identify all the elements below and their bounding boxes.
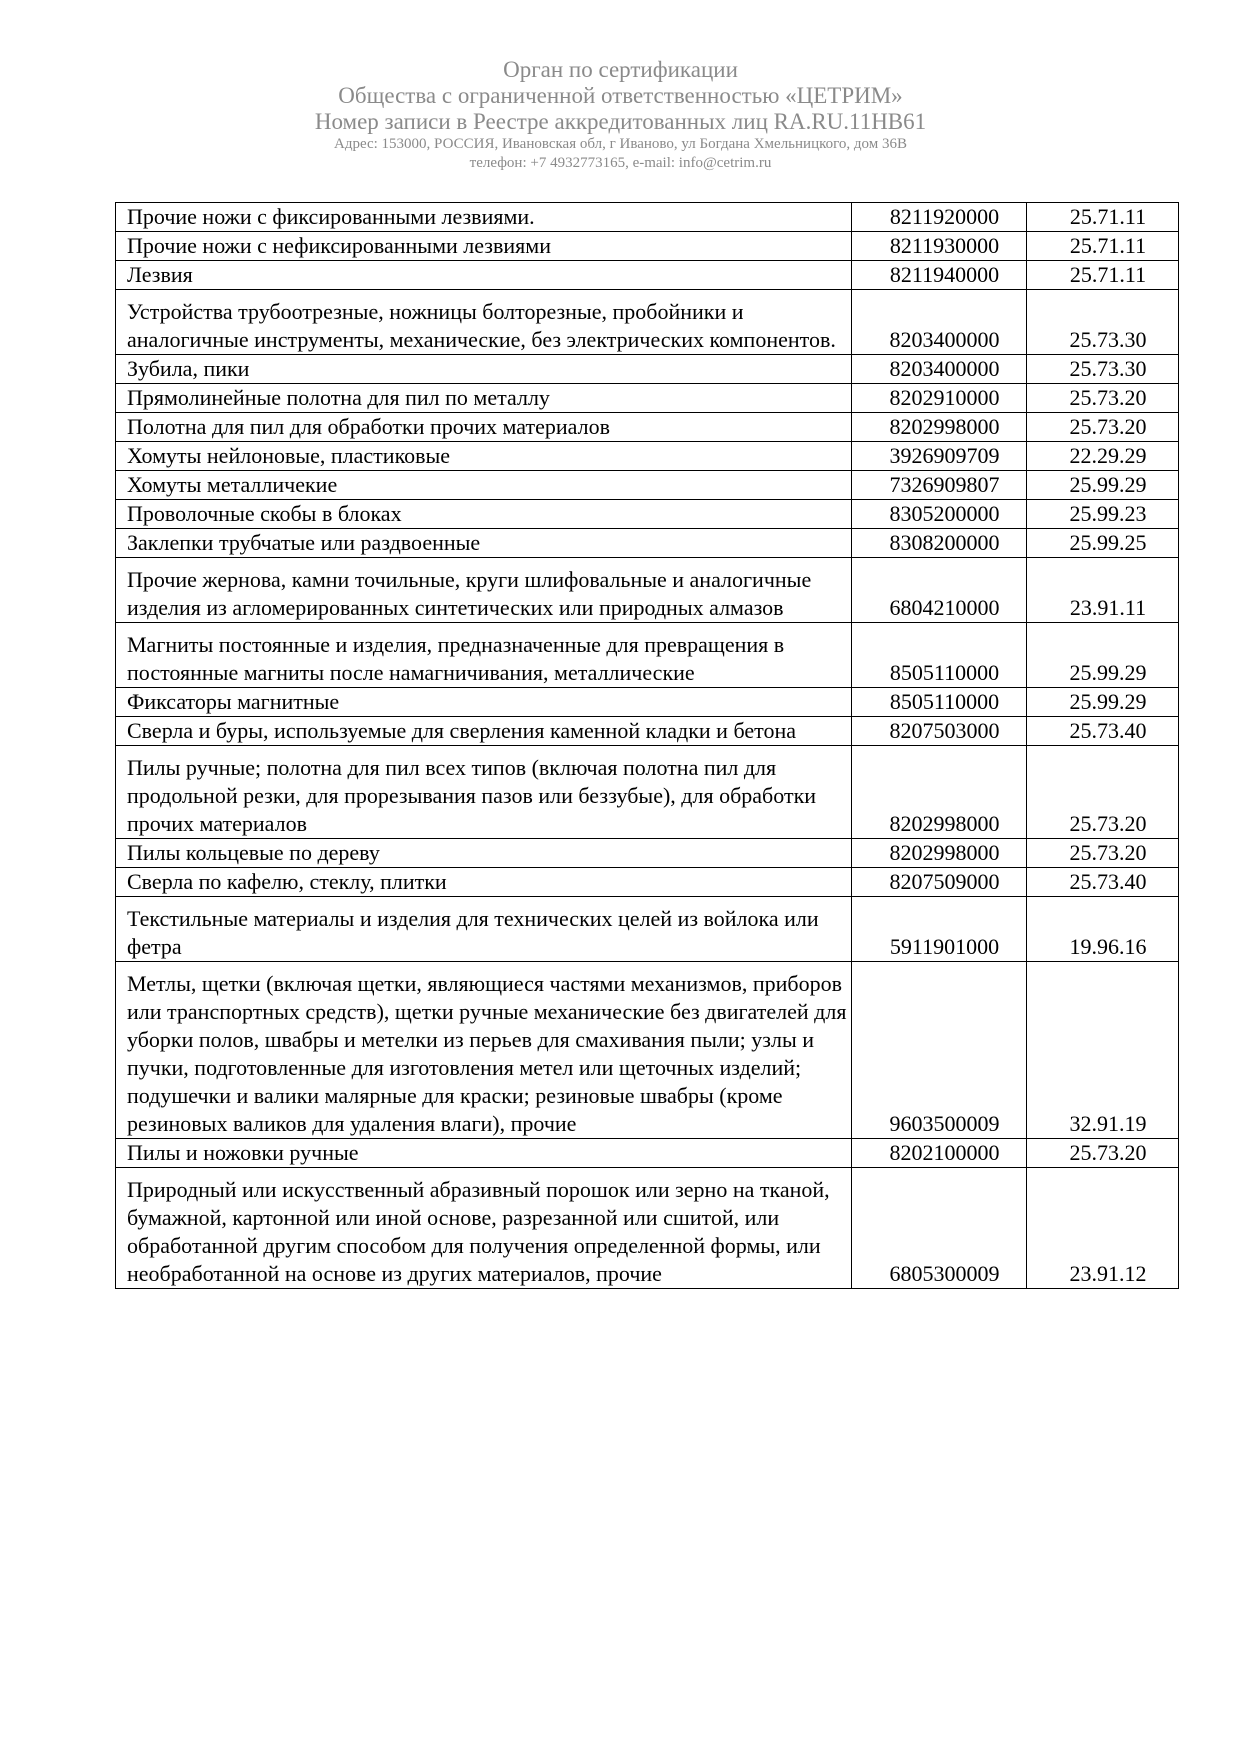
okpd2-code-cell: 25.99.29 [1027,471,1179,500]
table-row [116,1139,1179,1168]
okpd2-code-cell: 25.73.40 [1027,717,1179,746]
tn-ved-code-cell: 8308200000 [852,529,1027,558]
table-row [116,232,1179,261]
okpd2-code-cell: 25.73.30 [1027,355,1179,384]
product-name-cell: Текстильные материалы и изделия для технических целей из войлока или фетра [116,897,852,962]
tn-ved-code-cell: 7326909807 [852,471,1027,500]
table-row [116,1168,1179,1289]
tn-ved-code-cell: 8202998000 [852,746,1027,839]
table-row [116,471,1179,500]
table-row [116,413,1179,442]
tn-ved-code-cell: 8505110000 [852,688,1027,717]
product-name-cell: Полотна для пил для обработки прочих материалов [116,413,852,442]
okpd2-code-cell: 25.71.11 [1027,261,1179,290]
product-name-cell: Прочие ножи с нефиксированными лезвиями [116,232,852,261]
okpd2-code-cell: 32.91.19 [1027,962,1179,1139]
tn-ved-code-cell: 6805300009 [852,1168,1027,1289]
okpd2-code-cell: 23.91.11 [1027,558,1179,623]
table-row [116,261,1179,290]
table-row [116,688,1179,717]
tn-ved-code-cell: 8202910000 [852,384,1027,413]
okpd2-code-cell: 25.99.23 [1027,500,1179,529]
tn-ved-code-cell: 8207503000 [852,717,1027,746]
product-name-cell: Прочие жернова, камни точильные, круги шлифовальные и аналогичные изделия из агломерированных синтетических или природных алмазов [116,558,852,623]
tn-ved-code-cell: 8211920000 [852,203,1027,232]
table-row [116,500,1179,529]
tn-ved-code-cell: 8211930000 [852,232,1027,261]
header-address: Адрес: 153000, РОССИЯ, Ивановская обл, г Иваново, ул Богдана Хмельницкого, дом 36В [333,136,908,152]
tn-ved-code-cell: 8305200000 [852,500,1027,529]
products-table-body [116,203,1179,1289]
okpd2-code-cell: 25.71.11 [1027,232,1179,261]
tn-ved-code-cell: 8211940000 [852,261,1027,290]
table-row [116,897,1179,962]
okpd2-code-cell: 25.99.29 [1027,623,1179,688]
header-org-name: Общества с ограниченной ответственностью «ЦЕТРИМ» [338,83,903,108]
okpd2-code-cell: 25.99.25 [1027,529,1179,558]
document-header [0,57,1241,173]
product-name-cell: Прямолинейные полотна для пил по металлу [116,384,852,413]
okpd2-code-cell: 25.73.20 [1027,839,1179,868]
table-row [116,290,1179,355]
product-name-cell: Устройства трубоотрезные, ножницы болторезные, пробойники и аналогичные инструменты, механические, без электрических компонентов. [116,290,852,355]
table-row [116,717,1179,746]
product-name-cell: Хомуты нейлоновые, пластиковые [116,442,852,471]
header-org-title: Орган по сертификации [503,57,738,82]
okpd2-code-cell: 25.73.20 [1027,1139,1179,1168]
table-row [116,529,1179,558]
table-row [116,355,1179,384]
product-name-cell: Магниты постоянные и изделия, предназначенные для превращения в постоянные магниты после намагничивания, металлические [116,623,852,688]
okpd2-code-cell: 25.73.20 [1027,746,1179,839]
tn-ved-code-cell: 8207509000 [852,868,1027,897]
product-name-cell: Природный или искусственный абразивный порошок или зерно на тканой, бумажной, картонной или иной основе, разрезанной или сшитой, или обработанной другим способом для получения определенной формы, или необработанной на основе из других материалов, прочие [116,1168,852,1289]
okpd2-code-cell: 25.73.20 [1027,413,1179,442]
tn-ved-code-cell: 8203400000 [852,290,1027,355]
tn-ved-code-cell: 9603500009 [852,962,1027,1139]
tn-ved-code-cell: 5911901000 [852,897,1027,962]
okpd2-code-cell: 25.73.30 [1027,290,1179,355]
tn-ved-code-cell: 8202998000 [852,413,1027,442]
table-row [116,868,1179,897]
header-contacts: телефон: +7 4932773165, e-mail: info@cetrim.ru [469,155,772,171]
product-name-cell: Пилы кольцевые по дереву [116,839,852,868]
tn-ved-code-cell: 8202998000 [852,839,1027,868]
table-row [116,203,1179,232]
tn-ved-code-cell: 8202100000 [852,1139,1027,1168]
product-name-cell: Пилы и ножовки ручные [116,1139,852,1168]
okpd2-code-cell: 23.91.12 [1027,1168,1179,1289]
header-registry-number: Номер записи в Реестре аккредитованных лиц RA.RU.11HB61 [314,109,927,134]
tn-ved-code-cell: 8203400000 [852,355,1027,384]
product-name-cell: Прочие ножи с фиксированными лезвиями. [116,203,852,232]
okpd2-code-cell: 19.96.16 [1027,897,1179,962]
product-name-cell: Фиксаторы магнитные [116,688,852,717]
tn-ved-code-cell: 8505110000 [852,623,1027,688]
product-name-cell: Заклепки трубчатые или раздвоенные [116,529,852,558]
table-row [116,558,1179,623]
table-row [116,746,1179,839]
table-row [116,839,1179,868]
product-name-cell: Зубила, пики [116,355,852,384]
table-row [116,962,1179,1139]
okpd2-code-cell: 25.73.20 [1027,384,1179,413]
product-name-cell: Лезвия [116,261,852,290]
product-name-cell: Метлы, щетки (включая щетки, являющиеся частями механизмов, приборов или транспортных средств), щетки ручные механические без двигателей для уборки полов, швабры и метелки из перьев для смахивания пыли; узлы и пучки, подготовленные для изготовления метел или щеточных изделий; подушечки и валики малярные для краски; резиновые швабры (кроме резиновых валиков для удаления влаги), прочие [116,962,852,1139]
product-name-cell: Хомуты металличекие [116,471,852,500]
okpd2-code-cell: 22.29.29 [1027,442,1179,471]
tn-ved-code-cell: 6804210000 [852,558,1027,623]
okpd2-code-cell: 25.99.29 [1027,688,1179,717]
table-row [116,623,1179,688]
tn-ved-code-cell: 3926909709 [852,442,1027,471]
okpd2-code-cell: 25.71.11 [1027,203,1179,232]
products-table [115,202,1179,1289]
product-name-cell: Сверла и буры, используемые для сверления каменной кладки и бетона [116,717,852,746]
okpd2-code-cell: 25.73.40 [1027,868,1179,897]
product-name-cell: Пилы ручные; полотна для пил всех типов (включая полотна пил для продольной резки, для прорезывания пазов или беззубые), для обработки прочих материалов [116,746,852,839]
table-row [116,442,1179,471]
product-name-cell: Сверла по кафелю, стеклу, плитки [116,868,852,897]
table-row [116,384,1179,413]
product-name-cell: Проволочные скобы в блоках [116,500,852,529]
